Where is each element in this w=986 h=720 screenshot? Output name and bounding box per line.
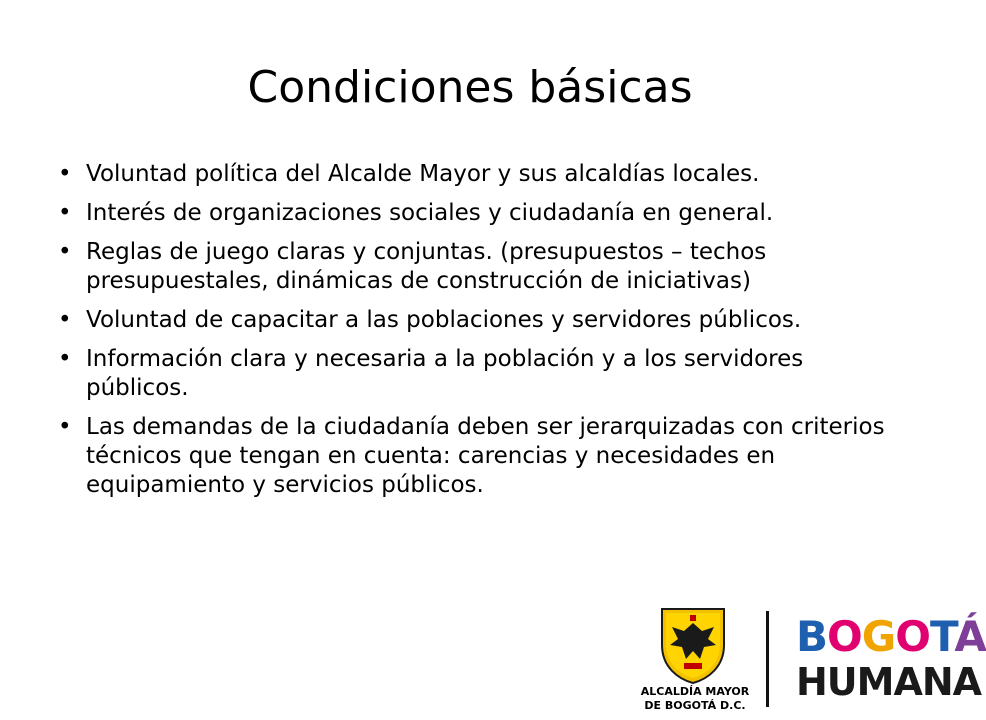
bullet-text: Voluntad de capacitar a las poblaciones y servidores públicos.	[86, 307, 802, 333]
bullet-list	[48, 160, 908, 510]
bullet-item	[48, 345, 908, 403]
alcaldia-caption	[640, 685, 750, 713]
bullet-dot: •	[58, 346, 72, 372]
bullet-text: Las demandas de la ciudadanía deben ser jerarquizadas con criterios técnicos que tengan en cuenta: carencias y necesidades en equipamiento y servicios públicos.	[86, 414, 885, 498]
bullet-text: Información clara y necesaria a la población y a los servidores públicos.	[86, 346, 804, 401]
slide-title: Condiciones básicas	[247, 62, 693, 113]
alcaldia-line2: DE BOGOTÁ D.C.	[644, 699, 746, 712]
bullet-text: Interés de organizaciones sociales y ciudadanía en general.	[86, 200, 774, 226]
bullet-text: Voluntad política del Alcalde Mayor y sus alcaldías locales.	[86, 161, 760, 187]
bullet-dot: •	[58, 239, 72, 265]
bullet-item	[48, 306, 908, 335]
bogota-letter: G	[861, 612, 896, 661]
alcaldia-logo	[640, 603, 986, 720]
bullet-dot: •	[58, 200, 72, 226]
bogota-letter: T	[929, 612, 955, 661]
humana-wordmark: HUMANA	[796, 660, 982, 704]
bogota-letter: O	[827, 612, 862, 661]
bogota-letter: Á	[954, 612, 986, 661]
bogota-letter: O	[895, 612, 930, 661]
bullet-item	[48, 199, 908, 228]
bullet-item	[48, 238, 908, 296]
bullet-item	[48, 160, 908, 189]
bogota-letter: B	[796, 612, 828, 661]
bullet-dot: •	[58, 161, 72, 187]
bullet-item	[48, 413, 908, 500]
bullet-dot: •	[58, 414, 72, 440]
bullet-text: Reglas de juego claras y conjuntas. (presupuestos – techos presupuestales, dinámicas de construcción de iniciativas)	[86, 239, 767, 294]
coat-of-arms-icon	[656, 605, 730, 685]
logo-divider	[766, 611, 769, 707]
alcaldia-line1: ALCALDÍA MAYOR	[640, 685, 750, 698]
bullet-dot: •	[58, 307, 72, 333]
bogota-wordmark	[796, 612, 986, 661]
